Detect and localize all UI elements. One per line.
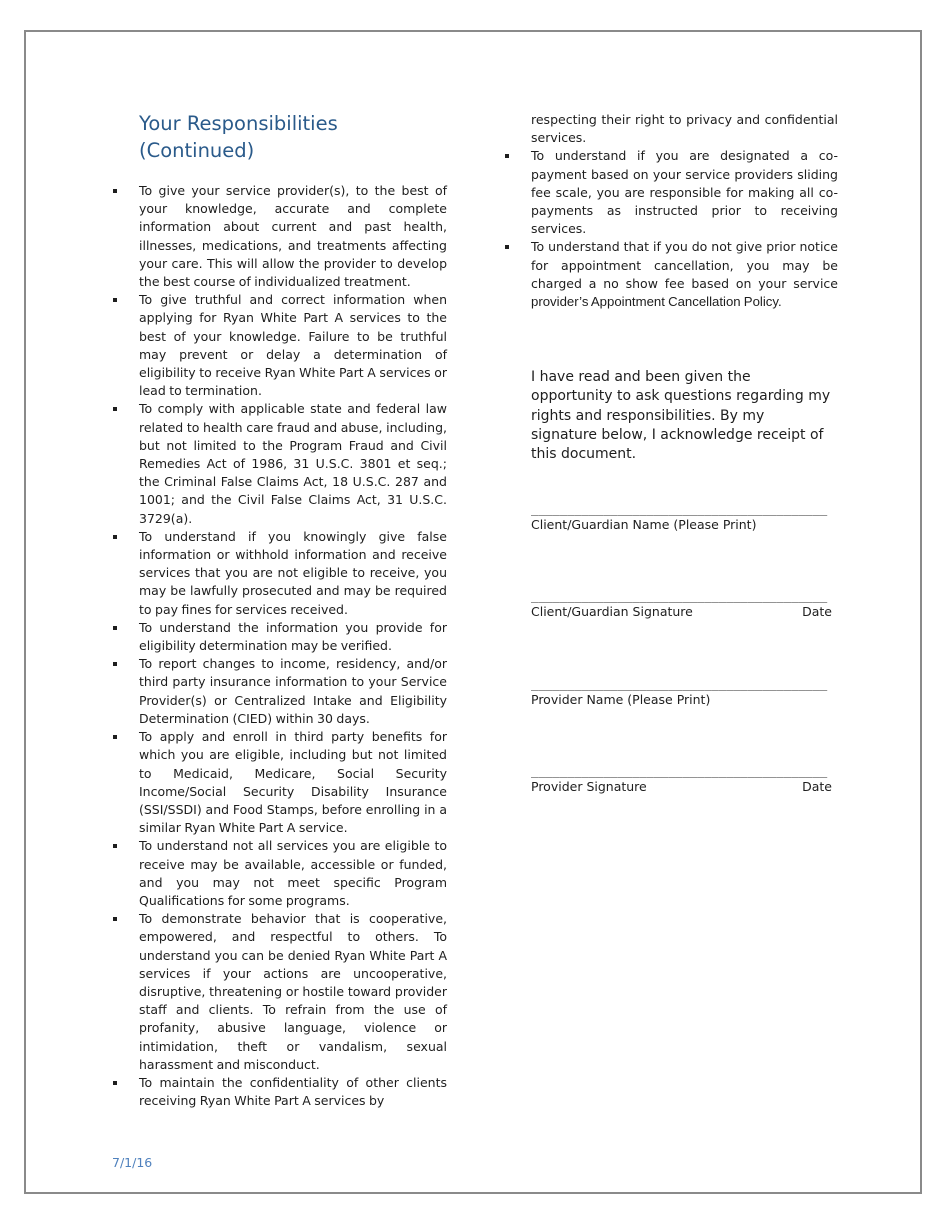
bullet-icon <box>113 626 117 630</box>
cancellation-policy-text: provider’s Appointment Cancellation Policy. <box>531 294 782 310</box>
signature-label: Client/Guardian Name (Please Print) <box>531 517 757 532</box>
provider-signature-block <box>531 764 832 796</box>
list-item-text: To demonstrate behavior that is cooperative, empowered, and respectful to others. To understand you can be denied Ryan White Part A services if your actions are uncooperative, disruptive, threatening or hostile toward provider staff and clients. To refrain from the use of profanity, abusive language, violence or intimidation, theft or vandalism, sexual harassment and misconduct. <box>139 911 447 1072</box>
bullet-icon <box>113 917 117 921</box>
bullet-icon <box>113 407 117 411</box>
bullet-icon <box>505 245 509 249</box>
bullet-icon <box>505 154 509 158</box>
bullet-icon <box>113 1081 117 1085</box>
list-item <box>113 837 447 910</box>
page-title: Your Responsibilities (Continued) <box>139 112 338 162</box>
list-item <box>505 238 838 311</box>
list-item-text: To apply and enroll in third party benefits for which you are eligible, including but not limited to Medicaid, Medicare, Social Security Income/Social Security Disability Insurance (SSI/SSDI) and Food Stamps, before enrolling in a similar Ryan White Part A service. <box>139 729 447 836</box>
signature-label: Provider Name (Please Print) <box>531 692 711 707</box>
list-item <box>113 182 447 291</box>
list-item-text: To comply with applicable state and federal law related to health care fraud and abuse, including, but not limited to the Program Fraud and Civil Remedies Act of 1986, 31 U.S.C. 3801 et seq.; the Criminal False Claims Act, 18 U.S.C. 287 and 1001; and the Civil False Claims Act, 31 U.S.C. 3729(a). <box>139 401 447 526</box>
responsibilities-list-right <box>505 111 838 311</box>
bullet-icon <box>113 662 117 666</box>
signature-caption <box>531 778 832 796</box>
date-label: Date <box>802 604 832 619</box>
signature-label: Client/Guardian Signature <box>531 604 693 619</box>
list-item <box>113 728 447 837</box>
bullet-icon <box>113 844 117 848</box>
list-item-text: To give your service provider(s), to the best of your knowledge, accurate and complete information about current and past health, illnesses, medications, and treatments affecting your care. This will allow the provider to develop the best course of individualized treatment. <box>139 183 447 290</box>
responsibilities-list-left <box>113 182 447 1110</box>
bullet-icon <box>113 535 117 539</box>
footer-date: 7/1/16 <box>112 1155 153 1170</box>
signature-line[interactable]: _________________________________________ <box>531 677 828 691</box>
list-item <box>113 291 447 400</box>
provider-name-block <box>531 677 832 709</box>
list-item-text: To understand if you knowingly give false information or withhold information and receive services that you are not eligible to receive, you may be lawfully prosecuted and may be required to pay fines for services received. <box>139 528 447 617</box>
signature-line[interactable]: _________________________________________ <box>531 764 828 778</box>
list-item-text: To understand not all services you are eligible to receive may be available, accessible or funded, and you may not meet specific Program Qualifications for some programs. <box>139 838 447 908</box>
client-signature-block <box>531 589 832 621</box>
list-item <box>113 400 447 527</box>
signature-line[interactable]: _________________________________________ <box>531 502 828 516</box>
list-item-text: To understand the information you provide for eligibility determination may be verified. <box>139 619 447 654</box>
signature-caption <box>531 603 832 621</box>
signature-caption <box>531 516 832 534</box>
bullet-icon <box>113 298 117 302</box>
bullet-icon <box>113 735 117 739</box>
list-item <box>113 528 447 619</box>
list-item-text: To understand if you are designated a co-payment based on your service providers sliding fee scale, you are responsible for making all co-payments as instructed prior to receiving services. <box>531 148 838 237</box>
list-item-text: To give truthful and correct information when applying for Ryan White Part A services to the best of your knowledge. Failure to be truthful may prevent or delay a determination of eligibility to receive Ryan White Part A services or lead to termination. <box>139 292 447 399</box>
list-item <box>113 910 447 1074</box>
list-item-text: To understand that if you do not give prior notice for appointment cancellation, you may be charged a no show fee based on your service <box>531 239 838 291</box>
list-item <box>113 619 447 655</box>
list-item-text: To maintain the confidentiality of other clients receiving Ryan White Part A services by <box>139 1074 447 1109</box>
signature-label: Provider Signature <box>531 779 647 794</box>
signature-caption <box>531 691 832 709</box>
date-label: Date <box>802 779 832 794</box>
list-item <box>113 655 447 728</box>
list-item <box>113 1074 447 1110</box>
bullet-icon <box>113 189 117 193</box>
client-name-block <box>531 502 832 534</box>
signature-line[interactable]: _________________________________________ <box>531 589 828 603</box>
continued-text: respecting their right to privacy and confidential services. <box>531 112 838 146</box>
acknowledgement-text: I have read and been given the opportunity to ask questions regarding my rights and responsibilities. By my signature below, I acknowledge receipt of this document. <box>531 369 831 463</box>
list-item <box>505 147 838 238</box>
list-item-text: To report changes to income, residency, and/or third party insurance information to your Service Provider(s) or Centralized Intake and Eligibility Determination (CIED) within 30 days. <box>139 656 447 726</box>
